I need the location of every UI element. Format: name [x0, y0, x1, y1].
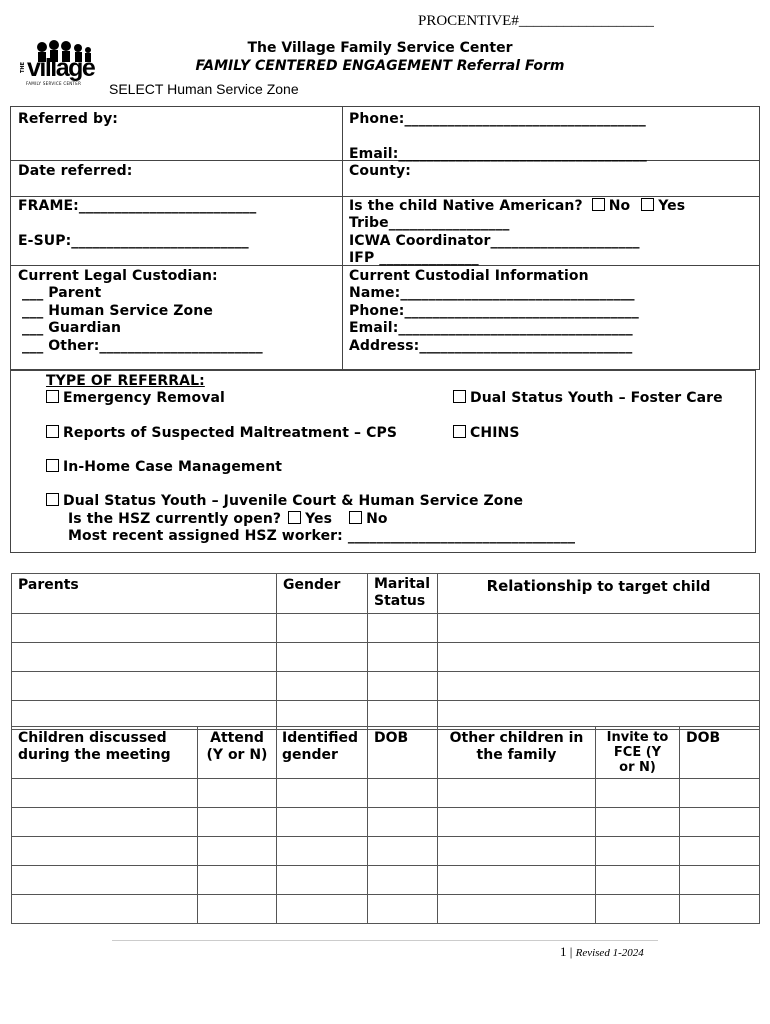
table-cell[interactable] [198, 779, 277, 808]
table-cell[interactable] [198, 866, 277, 895]
invite-header: Invite to FCE (Y or N) [596, 727, 680, 779]
native-no-checkbox[interactable] [592, 198, 605, 211]
emergency-checkbox[interactable] [46, 390, 59, 403]
form-title: FAMILY CENTERED ENGAGEMENT Referral Form [195, 58, 565, 74]
table-cell[interactable] [438, 808, 596, 837]
hsz-no-label: No [366, 511, 388, 527]
table-cell[interactable] [368, 643, 438, 672]
custodial-name-field[interactable]: Name:_________________________________ [349, 285, 635, 301]
referral-cps[interactable] [46, 425, 397, 442]
referral-emergency[interactable] [46, 390, 225, 407]
parents-header-row [12, 574, 760, 614]
table-row [12, 672, 760, 701]
table-cell[interactable] [368, 837, 438, 866]
table-cell[interactable] [438, 672, 760, 701]
table-cell[interactable] [438, 866, 596, 895]
inhome-checkbox[interactable] [46, 459, 59, 472]
info-divider-vertical [342, 106, 343, 370]
table-cell[interactable] [12, 672, 277, 701]
page-number: 1 | [560, 944, 573, 959]
table-cell[interactable] [277, 643, 368, 672]
footer-rule [112, 940, 658, 941]
footer [560, 944, 644, 960]
county-field[interactable]: County: [349, 163, 411, 179]
children-header-row [12, 727, 760, 779]
logo-tagline: FAMILY SERVICE CENTER [26, 81, 82, 86]
table-cell[interactable] [680, 779, 760, 808]
custodian-guardian[interactable]: ___ Guardian [22, 320, 122, 336]
table-cell[interactable] [438, 643, 760, 672]
table-row [12, 643, 760, 672]
table-cell[interactable] [438, 837, 596, 866]
custodian-other[interactable]: ___ Other:_______________________ [22, 338, 263, 354]
referral-inhome[interactable] [46, 459, 282, 476]
table-row [12, 866, 760, 895]
table-cell[interactable] [12, 779, 198, 808]
table-cell[interactable] [12, 643, 277, 672]
relationship-bold: Relationship [486, 577, 593, 595]
dual-juvenile-label: Dual Status Youth – Juvenile Court & Human Service Zone [63, 493, 524, 509]
table-cell[interactable] [368, 866, 438, 895]
parents-header: Parents [12, 574, 277, 614]
custodial-phone-field[interactable]: Phone:_________________________________ [349, 303, 639, 319]
legal-custodian-title: Current Legal Custodian: [18, 268, 218, 284]
dob-header: DOB [368, 727, 438, 779]
custodial-info-title: Current Custodial Information [349, 268, 589, 284]
table-cell[interactable] [277, 779, 368, 808]
date-referred-label[interactable]: Date referred: [18, 163, 133, 179]
ifp-field[interactable]: IFP ______________ [349, 250, 479, 266]
dual-foster-label: Dual Status Youth – Foster Care [470, 390, 723, 406]
dob2-header: DOB [680, 727, 760, 779]
phone-field[interactable]: Phone:__________________________________ [349, 111, 646, 127]
referred-by-label[interactable]: Referred by: [18, 111, 119, 127]
hsz-no-checkbox[interactable] [349, 511, 362, 524]
other-children-header: Other children in the family [438, 727, 596, 779]
icwa-field[interactable]: ICWA Coordinator_____________________ [349, 233, 640, 249]
revised-date: Revised 1-2024 [575, 947, 644, 959]
dual-juvenile-checkbox[interactable] [46, 493, 59, 506]
hsz-open-question [68, 511, 388, 528]
table-cell[interactable] [12, 808, 198, 837]
chins-label: CHINS [470, 425, 520, 441]
table-cell[interactable] [277, 672, 368, 701]
table-cell[interactable] [438, 779, 596, 808]
hsz-worker-field[interactable]: Most recent assigned HSZ worker: ________________________________ [68, 528, 576, 544]
hsz-yes-checkbox[interactable] [288, 511, 301, 524]
table-cell[interactable] [438, 614, 760, 643]
custodial-email-field[interactable]: Email:_________________________________ [349, 320, 633, 336]
relationship-header [438, 574, 760, 614]
table-cell[interactable] [596, 779, 680, 808]
identified-gender-header: Identified gender [277, 727, 368, 779]
table-cell[interactable] [680, 837, 760, 866]
native-question-text: Is the child Native American? [349, 198, 583, 214]
table-cell[interactable] [680, 895, 760, 924]
table-cell[interactable] [277, 837, 368, 866]
table-row [12, 614, 760, 643]
native-no-label: No [608, 198, 631, 214]
table-row [12, 779, 760, 808]
table-cell[interactable] [680, 866, 760, 895]
table-row [12, 837, 760, 866]
attend-header: Attend (Y or N) [198, 727, 277, 779]
referral-dual-juvenile[interactable] [46, 493, 523, 510]
table-cell[interactable] [438, 895, 596, 924]
referral-dual-foster[interactable] [453, 390, 723, 407]
logo-small-text: THE [20, 62, 26, 74]
hsz-open-text: Is the HSZ currently open? [68, 511, 282, 527]
table-cell[interactable] [368, 895, 438, 924]
tribe-field[interactable]: Tribe_________________ [349, 215, 510, 231]
table-cell[interactable] [596, 866, 680, 895]
procentive-number[interactable]: PROCENTIVE#__________________ [418, 13, 654, 29]
referral-chins[interactable] [453, 425, 520, 442]
table-cell[interactable] [680, 808, 760, 837]
custodian-hsz[interactable]: ___ Human Service Zone [22, 303, 213, 319]
native-american-question [349, 198, 685, 215]
table-cell[interactable] [277, 895, 368, 924]
inhome-label: In-Home Case Management [63, 459, 283, 475]
custodial-address-field[interactable]: Address:______________________________ [349, 338, 633, 354]
table-cell[interactable] [12, 866, 198, 895]
email-field[interactable]: Email:___________________________________ [349, 146, 647, 162]
table-cell[interactable] [277, 866, 368, 895]
table-cell[interactable] [12, 614, 277, 643]
table-cell[interactable] [277, 808, 368, 837]
table-cell[interactable] [12, 895, 198, 924]
parents-table [11, 573, 760, 730]
children-table [11, 726, 760, 924]
table-row [12, 895, 760, 924]
dual-foster-checkbox[interactable] [453, 390, 466, 403]
table-cell[interactable] [596, 895, 680, 924]
table-cell[interactable] [368, 779, 438, 808]
esup-field[interactable]: E-SUP:_________________________ [18, 233, 249, 249]
table-cell[interactable] [596, 808, 680, 837]
logo-main-text: village [27, 54, 95, 82]
zone-select[interactable]: SELECT Human Service Zone [109, 81, 299, 97]
custodian-parent[interactable]: ___ Parent [22, 285, 102, 301]
org-name: The Village Family Service Center [247, 40, 513, 56]
table-cell[interactable] [12, 837, 198, 866]
table-cell[interactable] [198, 808, 277, 837]
emergency-label: Emergency Removal [63, 390, 225, 406]
native-yes-checkbox[interactable] [641, 198, 654, 211]
table-cell[interactable] [596, 837, 680, 866]
relationship-rest: to target child [597, 579, 711, 595]
info-divider-2 [10, 196, 760, 197]
referral-type-title: TYPE OF REFERRAL: [46, 373, 205, 389]
marital-header: Marital Status [368, 574, 438, 614]
children-header: Children discussed during the meeting [12, 727, 198, 779]
chins-checkbox[interactable] [453, 425, 466, 438]
gender-header: Gender [277, 574, 368, 614]
cps-checkbox[interactable] [46, 425, 59, 438]
table-cell[interactable] [277, 614, 368, 643]
table-cell[interactable] [198, 837, 277, 866]
frame-field[interactable]: FRAME:_________________________ [18, 198, 257, 214]
cps-label: Reports of Suspected Maltreatment – CPS [63, 425, 398, 441]
hsz-yes-label: Yes [305, 511, 333, 527]
native-yes-label: Yes [658, 198, 686, 214]
table-cell[interactable] [368, 672, 438, 701]
table-row [12, 808, 760, 837]
table-cell[interactable] [198, 895, 277, 924]
table-cell[interactable] [368, 808, 438, 837]
table-cell[interactable] [368, 614, 438, 643]
